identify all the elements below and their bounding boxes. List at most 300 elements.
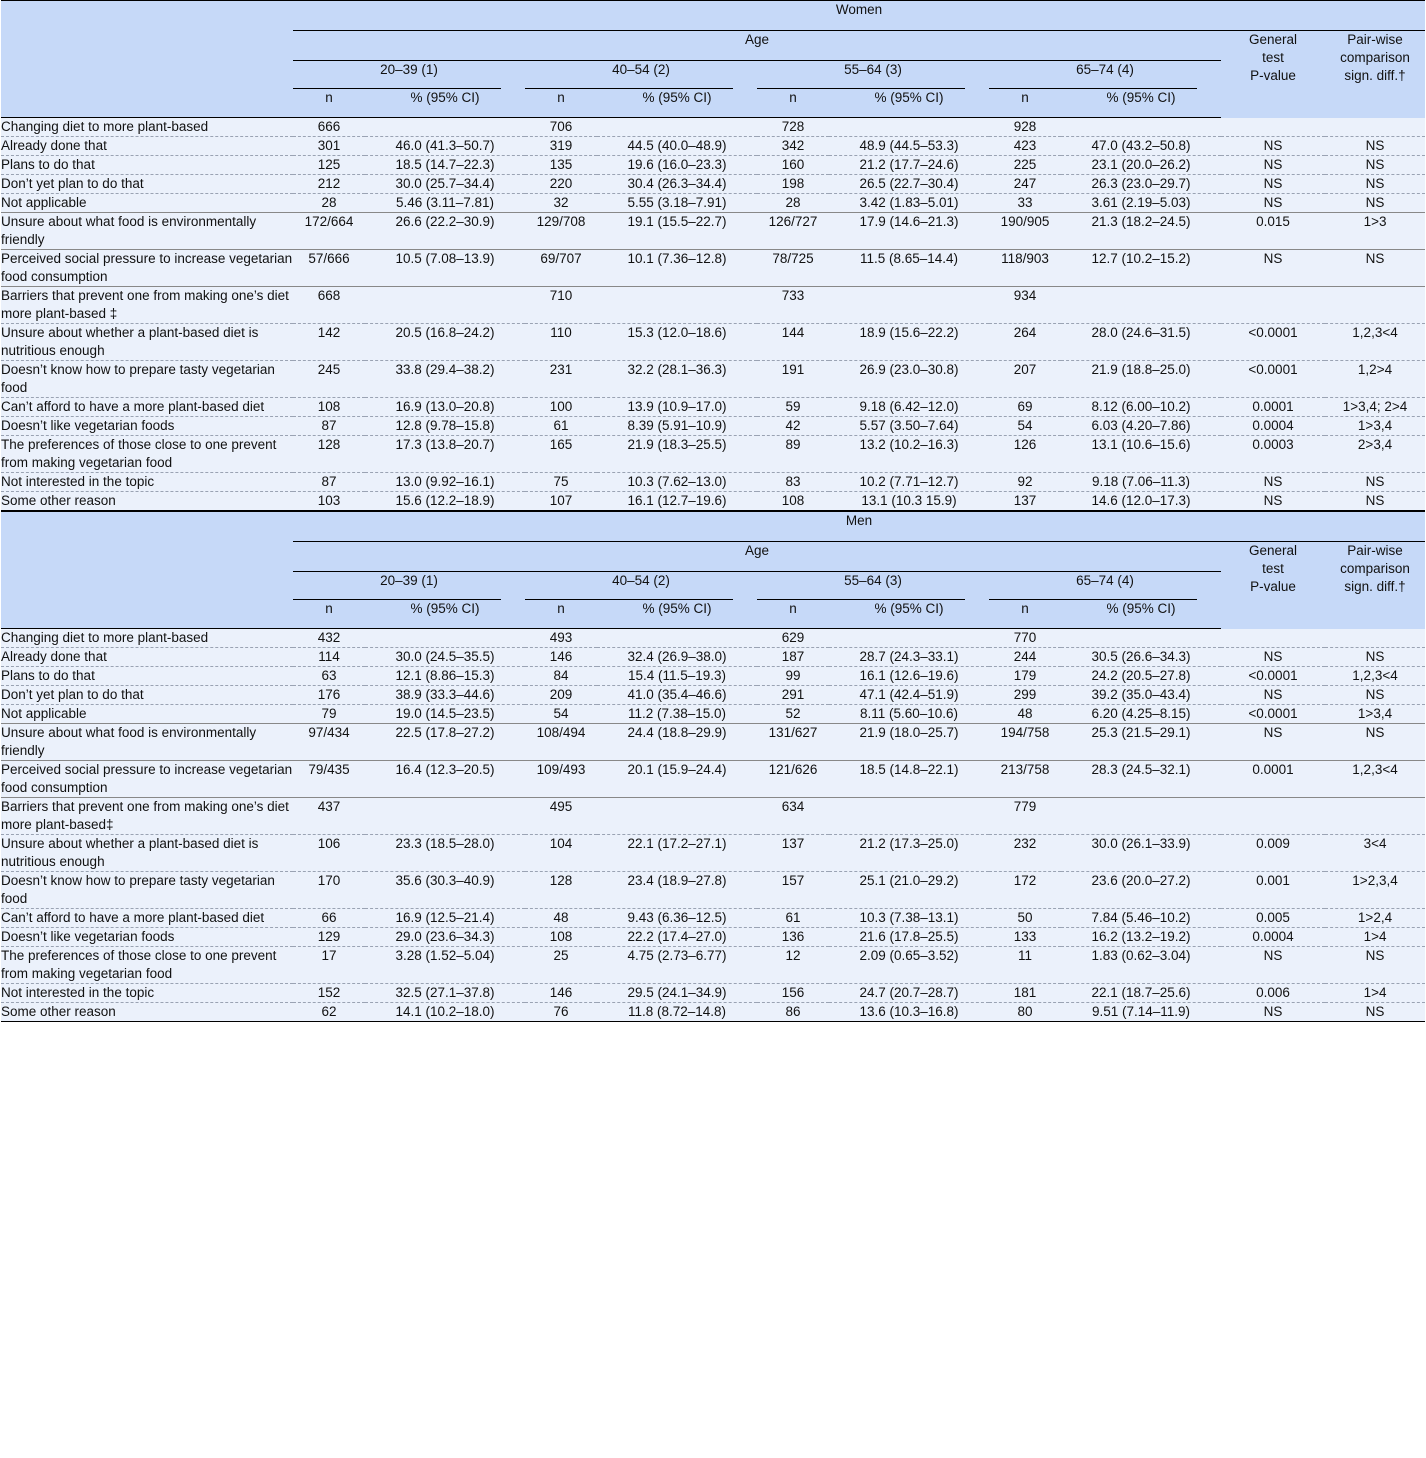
ci-cell (829, 287, 989, 324)
ci-cell: 9.18 (6.42–12.0) (829, 398, 989, 417)
ci-cell: 5.57 (3.50–7.64) (829, 417, 989, 436)
ci-cell: 8.11 (5.60–10.6) (829, 705, 989, 724)
n-cell: 54 (525, 705, 597, 724)
n-cell: 63 (293, 667, 365, 686)
p-value-cell: <0.0001 (1221, 324, 1325, 361)
n-cell: 89 (757, 436, 829, 473)
table-row (1, 287, 1425, 324)
ci-cell: 13.1 (10.6–15.6) (1061, 436, 1221, 473)
section-header-row (1, 1, 1425, 32)
n-cell: 213/758 (989, 761, 1061, 798)
n-cell: 146 (525, 648, 597, 667)
pairwise-cell: 1>3 (1325, 213, 1425, 250)
n-cell: 666 (293, 118, 365, 137)
n-cell: 11 (989, 947, 1061, 984)
row-label: Not applicable (1, 705, 293, 724)
table-row (1, 156, 1425, 175)
row-label: Unsure about whether a plant-based diet is nutritious enough (1, 835, 293, 872)
ci-cell: 10.2 (7.71–12.7) (829, 473, 989, 492)
pairwise-cell (1325, 798, 1425, 835)
ci-cell: 21.6 (17.8–25.5) (829, 928, 989, 947)
n-cell: 779 (989, 798, 1061, 835)
ci-cell: 5.46 (3.11–7.81) (365, 194, 525, 213)
p-value-cell: NS (1221, 156, 1325, 175)
p-value-cell: NS (1221, 137, 1325, 156)
ci-cell: 29.5 (24.1–34.9) (597, 984, 757, 1003)
ci-cell: 18.5 (14.7–22.3) (365, 156, 525, 175)
pairwise-cell: NS (1325, 156, 1425, 175)
ci-cell: 22.1 (18.7–25.6) (1061, 984, 1221, 1003)
n-cell: 114 (293, 648, 365, 667)
n-cell: 137 (757, 835, 829, 872)
n-cell: 493 (525, 629, 597, 648)
ci-cell (365, 798, 525, 835)
table-row (1, 324, 1425, 361)
ci-cell: 2.09 (0.65–3.52) (829, 947, 989, 984)
n-cell: 225 (989, 156, 1061, 175)
table-row (1, 686, 1425, 705)
n-cell: 42 (757, 417, 829, 436)
n-cell: 170 (293, 872, 365, 909)
ci-cell: 6.20 (4.25–8.15) (1061, 705, 1221, 724)
table-row (1, 984, 1425, 1003)
ci-cell (829, 118, 989, 137)
n-cell: 181 (989, 984, 1061, 1003)
row-label: Doesn’t like vegetarian foods (1, 928, 293, 947)
p-value-cell: 0.015 (1221, 213, 1325, 250)
row-label: Already done that (1, 648, 293, 667)
n-cell: 423 (989, 137, 1061, 156)
ci-cell: 18.9 (15.6–22.2) (829, 324, 989, 361)
n-cell: 126/727 (757, 213, 829, 250)
row-label: Barriers that prevent one from making one’s diet more plant-based‡ (1, 798, 293, 835)
p-value-cell (1221, 287, 1325, 324)
ci-cell: 16.9 (12.5–21.4) (365, 909, 525, 928)
n-cell: 87 (293, 417, 365, 436)
n-cell: 83 (757, 473, 829, 492)
ci-cell: 11.5 (8.65–14.4) (829, 250, 989, 287)
ci-cell: 41.0 (35.4–46.6) (597, 686, 757, 705)
age-group-header: 55–64 (3) (757, 572, 989, 600)
n-cell: 247 (989, 175, 1061, 194)
p-value-cell: NS (1221, 175, 1325, 194)
ci-cell: 25.3 (21.5–29.1) (1061, 724, 1221, 761)
age-group-header: 55–64 (3) (757, 61, 989, 89)
table-row (1, 194, 1425, 213)
n-cell: 934 (989, 287, 1061, 324)
n-cell: 118/903 (989, 250, 1061, 287)
ci-cell: 21.9 (18.3–25.5) (597, 436, 757, 473)
pairwise-cell: 1>4 (1325, 928, 1425, 947)
age-group-header: 40–54 (2) (525, 572, 757, 600)
ci-cell: 7.84 (5.46–10.2) (1061, 909, 1221, 928)
table-row (1, 667, 1425, 686)
ci-cell (829, 798, 989, 835)
pairwise-cell: 1,2>4 (1325, 361, 1425, 398)
ci-cell: 25.1 (21.0–29.2) (829, 872, 989, 909)
pairwise-cell: NS (1325, 686, 1425, 705)
ci-cell: 18.5 (14.8–22.1) (829, 761, 989, 798)
age-group-header: 65–74 (4) (989, 61, 1221, 89)
row-label: The preferences of those close to one prevent from making vegetarian food (1, 436, 293, 473)
n-cell: 301 (293, 137, 365, 156)
row-label: Some other reason (1, 1003, 293, 1022)
ci-cell: 30.0 (26.1–33.9) (1061, 835, 1221, 872)
table-row (1, 417, 1425, 436)
n-cell: 61 (525, 417, 597, 436)
ci-cell: 12.8 (9.78–15.8) (365, 417, 525, 436)
row-label: Plans to do that (1, 156, 293, 175)
n-cell: 207 (989, 361, 1061, 398)
table-row (1, 872, 1425, 909)
n-cell: 109/493 (525, 761, 597, 798)
table-row (1, 398, 1425, 417)
n-cell: 84 (525, 667, 597, 686)
pairwise-cell: 1>4 (1325, 984, 1425, 1003)
ci-cell: 21.2 (17.3–25.0) (829, 835, 989, 872)
ci-cell (597, 629, 757, 648)
ci-cell: 19.0 (14.5–23.5) (365, 705, 525, 724)
n-cell: 107 (525, 492, 597, 512)
pairwise-cell: NS (1325, 492, 1425, 512)
p-value-cell (1221, 118, 1325, 137)
n-cell: 32 (525, 194, 597, 213)
ci-cell: 21.9 (18.0–25.7) (829, 724, 989, 761)
table-row (1, 705, 1425, 724)
ci-cell: 10.3 (7.62–13.0) (597, 473, 757, 492)
n-cell: 244 (989, 648, 1061, 667)
n-cell: 144 (757, 324, 829, 361)
row-label: The preferences of those close to one prevent from making vegetarian food (1, 947, 293, 984)
ci-cell: 9.18 (7.06–11.3) (1061, 473, 1221, 492)
pairwise-cell: NS (1325, 473, 1425, 492)
ci-cell: 4.75 (2.73–6.77) (597, 947, 757, 984)
ci-header: % (95% CI) (1061, 89, 1221, 118)
ci-cell: 20.1 (15.9–24.4) (597, 761, 757, 798)
n-cell: 25 (525, 947, 597, 984)
p-value-cell: 0.005 (1221, 909, 1325, 928)
n-cell: 121/626 (757, 761, 829, 798)
section-title: Women (293, 1, 1425, 32)
pairwise-cell (1325, 287, 1425, 324)
table-row (1, 761, 1425, 798)
n-header: n (525, 89, 597, 118)
p-value-cell: 0.0001 (1221, 398, 1325, 417)
n-cell: 28 (757, 194, 829, 213)
n-cell: 54 (989, 417, 1061, 436)
n-cell: 172 (989, 872, 1061, 909)
n-cell: 100 (525, 398, 597, 417)
ci-cell (1061, 287, 1221, 324)
ci-cell: 24.2 (20.5–27.8) (1061, 667, 1221, 686)
n-cell: 128 (525, 872, 597, 909)
p-value-cell: NS (1221, 648, 1325, 667)
p-value-cell (1221, 629, 1325, 648)
pairwise-header: Pair-wise comparison sign. diff.† (1325, 31, 1425, 118)
p-value-cell: 0.0004 (1221, 417, 1325, 436)
pairwise-cell: NS (1325, 250, 1425, 287)
table-row (1, 473, 1425, 492)
ci-cell: 3.42 (1.83–5.01) (829, 194, 989, 213)
ci-cell: 28.7 (24.3–33.1) (829, 648, 989, 667)
n-cell: 152 (293, 984, 365, 1003)
ci-cell: 22.2 (17.4–27.0) (597, 928, 757, 947)
ci-cell: 21.2 (17.7–24.6) (829, 156, 989, 175)
pairwise-cell: 1>3,4 (1325, 705, 1425, 724)
ci-cell: 12.1 (8.86–15.3) (365, 667, 525, 686)
n-cell: 125 (293, 156, 365, 175)
n-cell: 17 (293, 947, 365, 984)
n-cell: 104 (525, 835, 597, 872)
ci-cell (1061, 629, 1221, 648)
pairwise-header: Pair-wise comparison sign. diff.† (1325, 542, 1425, 629)
n-cell: 86 (757, 1003, 829, 1022)
ci-cell: 16.2 (13.2–19.2) (1061, 928, 1221, 947)
n-cell: 48 (525, 909, 597, 928)
table-row (1, 213, 1425, 250)
subheader-row (1, 600, 1425, 629)
p-value-cell: 0.006 (1221, 984, 1325, 1003)
p-value-cell: NS (1221, 473, 1325, 492)
n-cell: 191 (757, 361, 829, 398)
n-cell: 131/627 (757, 724, 829, 761)
pairwise-cell: 1,2,3<4 (1325, 761, 1425, 798)
n-cell: 194/758 (989, 724, 1061, 761)
general-test-header: General test P-value (1221, 31, 1325, 118)
table-row (1, 250, 1425, 287)
n-cell: 126 (989, 436, 1061, 473)
ci-cell: 30.0 (24.5–35.5) (365, 648, 525, 667)
n-header: n (989, 89, 1061, 118)
ci-cell: 32.4 (26.9–38.0) (597, 648, 757, 667)
ci-cell: 21.3 (18.2–24.5) (1061, 213, 1221, 250)
ci-cell: 16.9 (13.0–20.8) (365, 398, 525, 417)
data-table (1, 0, 1425, 1022)
ci-cell: 3.61 (2.19–5.03) (1061, 194, 1221, 213)
table-row (1, 492, 1425, 512)
ci-cell: 10.3 (7.38–13.1) (829, 909, 989, 928)
ci-cell: 24.7 (20.7–28.7) (829, 984, 989, 1003)
pairwise-cell: NS (1325, 137, 1425, 156)
row-label: Not applicable (1, 194, 293, 213)
n-cell: 264 (989, 324, 1061, 361)
n-cell: 342 (757, 137, 829, 156)
ci-cell: 33.8 (29.4–38.2) (365, 361, 525, 398)
row-label: Perceived social pressure to increase vegetarian food consumption (1, 761, 293, 798)
pairwise-cell: 2>3,4 (1325, 436, 1425, 473)
ci-cell: 30.0 (25.7–34.4) (365, 175, 525, 194)
n-cell: 78/725 (757, 250, 829, 287)
table-row (1, 175, 1425, 194)
p-value-cell: 0.0001 (1221, 761, 1325, 798)
n-cell: 135 (525, 156, 597, 175)
n-cell: 52 (757, 705, 829, 724)
ci-cell: 30.4 (26.3–34.4) (597, 175, 757, 194)
n-cell: 156 (757, 984, 829, 1003)
n-cell: 198 (757, 175, 829, 194)
row-label: Changing diet to more plant-based (1, 629, 293, 648)
ci-cell (829, 629, 989, 648)
n-cell: 69 (989, 398, 1061, 417)
ci-cell: 15.4 (11.5–19.3) (597, 667, 757, 686)
pairwise-cell: NS (1325, 947, 1425, 984)
pairwise-cell: 1>2,3,4 (1325, 872, 1425, 909)
p-value-cell: <0.0001 (1221, 667, 1325, 686)
p-value-cell: NS (1221, 724, 1325, 761)
ci-cell: 8.12 (6.00–10.2) (1061, 398, 1221, 417)
pairwise-cell: 1,2,3<4 (1325, 324, 1425, 361)
pairwise-cell: 1>3,4; 2>4 (1325, 398, 1425, 417)
ci-cell: 17.9 (14.6–21.3) (829, 213, 989, 250)
ci-cell: 16.1 (12.6–19.6) (829, 667, 989, 686)
n-header: n (757, 600, 829, 629)
n-cell: 33 (989, 194, 1061, 213)
row-label: Don’t yet plan to do that (1, 686, 293, 705)
ci-cell (365, 287, 525, 324)
n-cell: 137 (989, 492, 1061, 512)
p-value-cell: 0.009 (1221, 835, 1325, 872)
n-cell: 108 (293, 398, 365, 417)
n-cell: 66 (293, 909, 365, 928)
ci-cell (597, 287, 757, 324)
ci-cell: 16.4 (12.3–20.5) (365, 761, 525, 798)
n-cell: 59 (757, 398, 829, 417)
ci-header: % (95% CI) (1061, 600, 1221, 629)
ci-cell: 19.1 (15.5–22.7) (597, 213, 757, 250)
row-label: Changing diet to more plant-based (1, 118, 293, 137)
ci-cell: 13.9 (10.9–17.0) (597, 398, 757, 417)
p-value-cell: 0.001 (1221, 872, 1325, 909)
n-cell: 76 (525, 1003, 597, 1022)
ci-cell: 30.5 (26.6–34.3) (1061, 648, 1221, 667)
n-cell: 634 (757, 798, 829, 835)
row-label: Already done that (1, 137, 293, 156)
p-value-cell: NS (1221, 250, 1325, 287)
ci-cell (1061, 798, 1221, 835)
n-cell: 79 (293, 705, 365, 724)
n-cell: 176 (293, 686, 365, 705)
n-cell: 495 (525, 798, 597, 835)
ci-cell: 5.55 (3.18–7.91) (597, 194, 757, 213)
ci-cell: 47.1 (42.4–51.9) (829, 686, 989, 705)
ci-cell: 9.43 (6.36–12.5) (597, 909, 757, 928)
ci-cell: 8.39 (5.91–10.9) (597, 417, 757, 436)
n-cell: 61 (757, 909, 829, 928)
age-group-header: 20–39 (1) (293, 61, 525, 89)
age-header: Age (293, 31, 1221, 61)
ci-cell: 23.3 (18.5–28.0) (365, 835, 525, 872)
table-row (1, 436, 1425, 473)
ci-cell: 46.0 (41.3–50.7) (365, 137, 525, 156)
row-label: Doesn’t know how to prepare tasty vegetarian food (1, 872, 293, 909)
n-cell: 129 (293, 928, 365, 947)
section-header-row (1, 511, 1425, 542)
pairwise-cell (1325, 629, 1425, 648)
ci-cell (1061, 118, 1221, 137)
ci-cell: 13.1 (10.3 15.9) (829, 492, 989, 512)
n-cell: 432 (293, 629, 365, 648)
subheader-row (1, 89, 1425, 118)
ci-cell: 19.6 (16.0–23.3) (597, 156, 757, 175)
n-cell: 190/905 (989, 213, 1061, 250)
age-header-row (1, 31, 1425, 61)
n-cell: 733 (757, 287, 829, 324)
ci-cell: 23.4 (18.9–27.8) (597, 872, 757, 909)
table-row (1, 361, 1425, 398)
n-cell: 48 (989, 705, 1061, 724)
table-row (1, 118, 1425, 137)
n-cell: 57/666 (293, 250, 365, 287)
n-cell: 231 (525, 361, 597, 398)
n-cell: 136 (757, 928, 829, 947)
row-label: Unsure about what food is environmentally friendly (1, 213, 293, 250)
n-cell: 629 (757, 629, 829, 648)
age-groups-row (1, 572, 1425, 600)
n-cell: 165 (525, 436, 597, 473)
pairwise-cell: NS (1325, 175, 1425, 194)
table-row (1, 928, 1425, 947)
ci-cell (597, 118, 757, 137)
n-cell: 179 (989, 667, 1061, 686)
row-label: Plans to do that (1, 667, 293, 686)
pairwise-cell: NS (1325, 194, 1425, 213)
table-row (1, 1003, 1425, 1022)
ci-cell: 1.83 (0.62–3.04) (1061, 947, 1221, 984)
ci-cell: 32.2 (28.1–36.3) (597, 361, 757, 398)
ci-cell: 13.6 (10.3–16.8) (829, 1003, 989, 1022)
ci-header: % (95% CI) (597, 600, 757, 629)
n-cell: 129/708 (525, 213, 597, 250)
general-test-header: General test P-value (1221, 542, 1325, 629)
p-value-cell: 0.0004 (1221, 928, 1325, 947)
n-cell: 146 (525, 984, 597, 1003)
n-cell: 437 (293, 798, 365, 835)
row-label: Don’t yet plan to do that (1, 175, 293, 194)
ci-cell: 17.3 (13.8–20.7) (365, 436, 525, 473)
p-value-cell: <0.0001 (1221, 705, 1325, 724)
n-header: n (293, 89, 365, 118)
n-cell: 79/435 (293, 761, 365, 798)
ci-cell: 26.9 (23.0–30.8) (829, 361, 989, 398)
ci-cell: 10.5 (7.08–13.9) (365, 250, 525, 287)
p-value-cell (1221, 798, 1325, 835)
table-row (1, 947, 1425, 984)
pairwise-cell: 3<4 (1325, 835, 1425, 872)
ci-cell: 48.9 (44.5–53.3) (829, 137, 989, 156)
ci-cell: 14.6 (12.0–17.3) (1061, 492, 1221, 512)
pairwise-cell: 1,2,3<4 (1325, 667, 1425, 686)
ci-cell (365, 118, 525, 137)
ci-cell: 22.1 (17.2–27.1) (597, 835, 757, 872)
n-cell: 232 (989, 835, 1061, 872)
ci-cell: 13.0 (9.92–16.1) (365, 473, 525, 492)
n-header: n (293, 600, 365, 629)
row-label: Doesn’t like vegetarian foods (1, 417, 293, 436)
age-header-row (1, 542, 1425, 572)
pairwise-cell: 1>3,4 (1325, 417, 1425, 436)
ci-cell: 29.0 (23.6–34.3) (365, 928, 525, 947)
n-cell: 172/664 (293, 213, 365, 250)
n-cell: 92 (989, 473, 1061, 492)
n-cell: 770 (989, 629, 1061, 648)
n-cell: 80 (989, 1003, 1061, 1022)
n-cell: 97/434 (293, 724, 365, 761)
row-label: Can’t afford to have a more plant-based diet (1, 398, 293, 417)
p-value-cell: NS (1221, 194, 1325, 213)
ci-header: % (95% CI) (829, 89, 989, 118)
ci-cell: 28.3 (24.5–32.1) (1061, 761, 1221, 798)
ci-cell: 47.0 (43.2–50.8) (1061, 137, 1221, 156)
